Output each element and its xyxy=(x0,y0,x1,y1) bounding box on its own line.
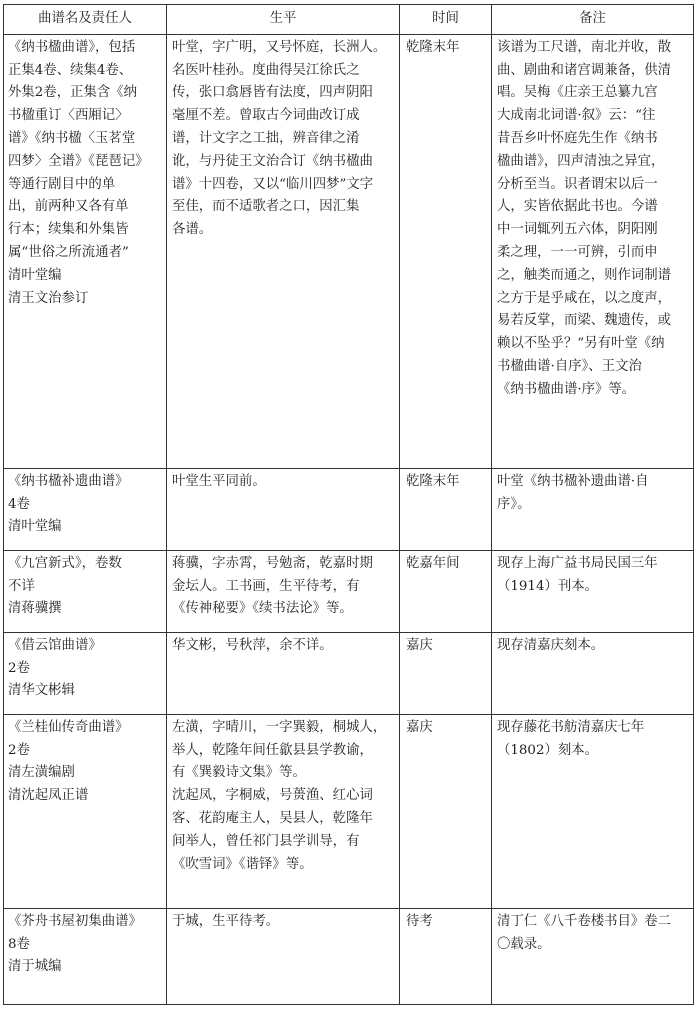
text-line: 序》。 xyxy=(497,496,531,512)
text-line: 书楹重订〈西厢记〉 xyxy=(8,108,129,124)
header-time: 时间 xyxy=(400,5,492,35)
header-biography: 生平 xyxy=(167,5,400,35)
text-line: 唱。吴梅《庄亲王总纂九宫 xyxy=(497,85,658,101)
text-line: 毫厘不差。曾取古今词曲改订成 xyxy=(172,108,360,124)
table-header-row xyxy=(4,5,694,35)
text-line: 《纳书楹曲谱·序》等。 xyxy=(497,381,636,397)
text-line: 沈起凤，字桐威，号蒉渔、红心词 xyxy=(172,788,373,804)
text-line: （1802）刻本。 xyxy=(497,742,599,758)
cell-title-author xyxy=(4,550,167,632)
text-line: 清蒋骥撰 xyxy=(8,601,62,617)
cell-time xyxy=(400,714,492,908)
text-line: 清左潢编剧 xyxy=(8,765,75,781)
cell-title-author xyxy=(4,714,167,908)
cell-title-author xyxy=(4,468,167,550)
table-row xyxy=(4,714,694,908)
cell-title-author xyxy=(4,632,167,714)
text-line: 清叶堂编 xyxy=(8,519,62,535)
text-line: 有《巽毅诗文集》等。 xyxy=(172,765,306,781)
text-line: 人，实皆依据此书也。今谱 xyxy=(497,199,658,215)
text-line: 昔吾乡叶怀庭先生作《纳书 xyxy=(497,130,658,146)
table-row xyxy=(4,550,694,632)
text-line: 易若反掌，而梁、魏遗传，或 xyxy=(497,313,672,329)
text-line: 楹曲谱》，四声清浊之异宜， xyxy=(497,153,665,169)
text-line: 〇载录。 xyxy=(497,936,551,952)
text-line: 赖以不坠乎？”另有叶堂《纳 xyxy=(497,336,665,352)
text-line: 华文彬，号秋萍，余不详。 xyxy=(172,637,333,653)
text-line: 该谱为工尺谱，南北并收，散 xyxy=(497,39,672,55)
cell-notes xyxy=(492,714,694,908)
table-row xyxy=(4,468,694,550)
text-line: 举人，乾隆年间任歙县县学教谕， xyxy=(172,742,373,758)
text-line: 间举人，曾任祁门县学训导，有 xyxy=(172,833,360,849)
text-line: 左潢，字晴川，一字巽毅，桐城人， xyxy=(172,719,387,735)
cell-time xyxy=(400,632,492,714)
text-line: 大成南北词谱·叙》云：“往 xyxy=(497,108,656,124)
cell-notes xyxy=(492,550,694,632)
cell-time xyxy=(400,468,492,550)
text-line: 清沈起凤正谱 xyxy=(8,788,89,804)
cell-notes xyxy=(492,468,694,550)
text-line: 柔之理，一一可辨，引而申 xyxy=(497,244,658,260)
text-line: 讹，与丹徒王文治合订《纳书楹曲 xyxy=(172,153,373,169)
text-line: 清叶堂编 xyxy=(8,267,62,283)
time-value: 待考 xyxy=(406,913,433,929)
cell-title-author xyxy=(4,34,167,468)
text-line: 各谱。 xyxy=(172,222,213,238)
text-line: 之方于是乎咸在，以之度声， xyxy=(497,290,672,306)
header-title-author: 曲谱名及责任人 xyxy=(4,5,167,35)
text-line: 至佳，而不适歌者之口，因汇集 xyxy=(172,199,360,215)
cell-biography xyxy=(167,550,400,632)
text-line: 行本；续集和外集皆 xyxy=(8,222,129,238)
text-line: 清王文治参订 xyxy=(8,290,89,306)
text-line: 之，触类而通之，则作词制谱 xyxy=(497,267,672,283)
text-line: 清丁仁《八千卷楼书目》卷二 xyxy=(497,913,672,929)
qupu-table xyxy=(3,4,694,1005)
time-value: 乾嘉年间 xyxy=(406,555,460,571)
text-line: 谱》十四卷，又以“临川四梦”文字 xyxy=(172,176,374,192)
text-line: （1914）刊本。 xyxy=(497,578,599,594)
text-line: 叶堂生平同前。 xyxy=(172,473,266,489)
cell-biography xyxy=(167,468,400,550)
table-row xyxy=(4,34,694,468)
cell-notes xyxy=(492,34,694,468)
time-value: 乾隆末年 xyxy=(406,473,460,489)
text-line: 8卷 xyxy=(8,936,30,952)
cell-title-author xyxy=(4,908,167,1004)
text-line: 四梦〉全谱》《琵琶记》 xyxy=(8,153,149,169)
text-line: 《芥舟书屋初集曲谱》 xyxy=(8,913,142,929)
cell-biography xyxy=(167,632,400,714)
table-row xyxy=(4,908,694,1004)
text-line: 4卷 xyxy=(8,496,30,512)
cell-biography xyxy=(167,34,400,468)
text-line: 正集4卷、续集4卷、 xyxy=(8,62,133,78)
text-line: 书楹曲谱·自序》、王文治 xyxy=(497,358,642,374)
text-line: 《纳书楹补遗曲谱》 xyxy=(8,473,129,489)
text-line: 《九宫新式》，卷数 xyxy=(8,555,122,571)
text-line: 2卷 xyxy=(8,742,30,758)
text-line: 中一词辄列五六体，阴阳刚 xyxy=(497,222,658,238)
text-line: 《纳书楹曲谱》，包括 xyxy=(8,39,136,55)
cell-biography xyxy=(167,908,400,1004)
cell-notes xyxy=(492,908,694,1004)
time-value: 乾隆末年 xyxy=(406,39,460,55)
cell-time xyxy=(400,34,492,468)
text-line: 出，前两种又各有单 xyxy=(8,199,129,215)
text-line: 客、花韵庵主人，吴县人，乾隆年 xyxy=(172,810,373,826)
header-notes: 备注 xyxy=(492,5,694,35)
text-line: 清于城编 xyxy=(8,959,62,975)
text-line: 2卷 xyxy=(8,660,30,676)
text-line: 《借云馆曲谱》 xyxy=(8,637,102,653)
cell-time xyxy=(400,908,492,1004)
text-line: 谱，计文字之工拙，辨音律之淆 xyxy=(172,130,360,146)
text-line: 现存上海广益书局民国三年 xyxy=(497,555,658,571)
cell-notes xyxy=(492,632,694,714)
cell-biography xyxy=(167,714,400,908)
text-line: 现存清嘉庆刻本。 xyxy=(497,637,605,653)
text-line: 叶堂《纳书楹补遗曲谱·自 xyxy=(497,473,649,489)
text-line: 清华文彬辑 xyxy=(8,683,75,699)
text-line: 于城，生平待考。 xyxy=(172,913,280,929)
text-line: 蒋骥，字赤霄，号勉斋，乾嘉时期 xyxy=(172,555,373,571)
time-value: 嘉庆 xyxy=(406,637,433,653)
text-line: 曲、剧曲和诸宫调兼备，供清 xyxy=(497,62,672,78)
text-line: 不详 xyxy=(8,578,35,594)
text-line: 叶堂，字广明，又号怀庭，长洲人。 xyxy=(172,39,387,55)
text-line: 金坛人。工书画，生平待考，有 xyxy=(172,578,360,594)
text-line: 等通行剧目中的单 xyxy=(8,176,116,192)
text-line: 外集2卷，正集含《纳 xyxy=(8,85,138,101)
text-line: 传，张口翕唇皆有法度，四声阴阳 xyxy=(172,85,373,101)
text-line: 《传神秘要》《续书法论》等。 xyxy=(172,601,353,617)
text-line: 现存藤花书舫清嘉庆七年 xyxy=(497,719,645,735)
text-line: 属“世俗之所流通者” xyxy=(8,244,129,260)
text-line: 《兰桂仙传奇曲谱》 xyxy=(8,719,129,735)
text-line: 分析至当。识者谓宋以后一 xyxy=(497,176,658,192)
table-row xyxy=(4,632,694,714)
text-line: 谱》《纳书楹〈玉茗堂 xyxy=(8,130,136,146)
time-value: 嘉庆 xyxy=(406,719,433,735)
cell-time xyxy=(400,550,492,632)
text-line: 《吹雪词》《谐铎》等。 xyxy=(172,856,313,872)
text-line: 名医叶桂孙。度曲得吴江徐氏之 xyxy=(172,62,360,78)
